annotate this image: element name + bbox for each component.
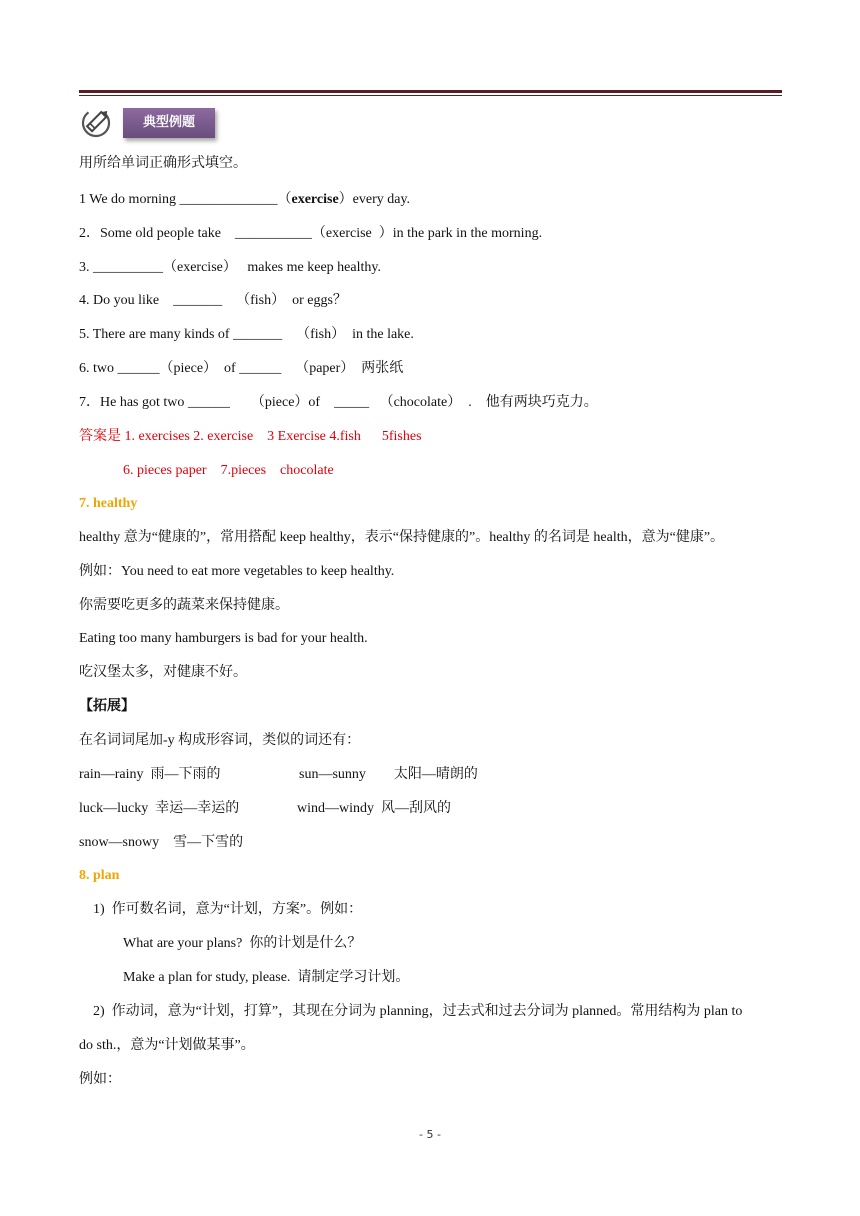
q1-post: ）every day. [338,192,411,207]
question-3: 3. __________（exercise） makes me keep healthy. [79,260,381,275]
plan-example-1: What are your plans? 你的计划是什么？ [123,936,362,951]
healthy-example-1-zh: 你需要吃更多的蔬菜来保持健康。 [79,598,289,613]
word-pair-a: rain—rainy 雨—下雨的 [79,767,221,782]
plan-point-2-line-2: do sth.，意为“计划做某事”。 [79,1038,255,1053]
plan-example-2: Make a plan for study, please. 请制定学习计划。 [123,970,410,985]
question-2: 2．Some old people take ___________（exercise ）in the park in the morning. [79,226,543,241]
section-banner [79,104,219,140]
heading-healthy: 7. healthy [79,496,138,511]
plan-point-2-line-1: 2) 作动词，意为“计划，打算”，其现在分词为 planning，过去式和过去分词为 planned。常用结构为 plan to [93,1004,743,1019]
plan-point-1: 1) 作可数名词，意为“计划，方案”。例如： [93,902,363,917]
heading-plan: 8. plan [79,868,120,883]
header-rule [79,90,782,93]
question-1 [79,190,410,210]
healthy-example-1-en: 例如：You need to eat more vegetables to keep healthy. [79,564,395,579]
instruction: 用所给单词正确形式填空。 [79,156,247,171]
extension-title: 【拓展】 [79,699,135,714]
word-pair-a: luck—lucky 幸运—幸运的 [79,801,240,816]
word-pair-b: sun—sunny 太阳—晴朗的 [299,767,478,782]
question-7: 7．He has got two ______ （piece）of _____ （chocolate） . 他有两块巧克力。 [79,395,598,410]
healthy-example-2-en: Eating too many hamburgers is bad for your health. [79,631,368,646]
plan-example-label: 例如： [79,1072,121,1087]
banner-label: 典型例题 [123,108,215,138]
healthy-example-2-zh: 吃汉堡太多，对健康不好。 [79,665,247,680]
q1-word: exercise [291,192,339,207]
pencil-icon [79,106,115,138]
question-6: 6. two ______（piece） of ______ （paper） 两张纸 [79,361,404,376]
header-rule-thin [79,95,782,96]
page-number: - 5 - [419,1128,441,1141]
healthy-definition: healthy 意为“健康的”，常用搭配 keep healthy，表示“保持健康的”。healthy 的名词是 health，意为“健康”。 [79,530,725,545]
answer-line-2: 6. pieces paper 7.pieces chocolate [123,463,334,478]
q1-pre: 1 We do morning ______________（ [79,192,292,207]
extension-intro: 在名词词尾加-y 构成形容词，类似的词还有： [79,733,361,748]
word-pair-b: wind—windy 风—刮风的 [297,801,451,816]
word-pair-a: snow—snowy 雪—下雪的 [79,835,244,850]
answer-line-1: 答案是 1. exercises 2. exercise 3 Exercise 4.fish 5fishes [79,429,422,444]
question-5: 5. There are many kinds of _______ （fish） in the lake. [79,327,414,342]
question-4: 4. Do you like _______ （fish） or eggs？ [79,293,347,308]
